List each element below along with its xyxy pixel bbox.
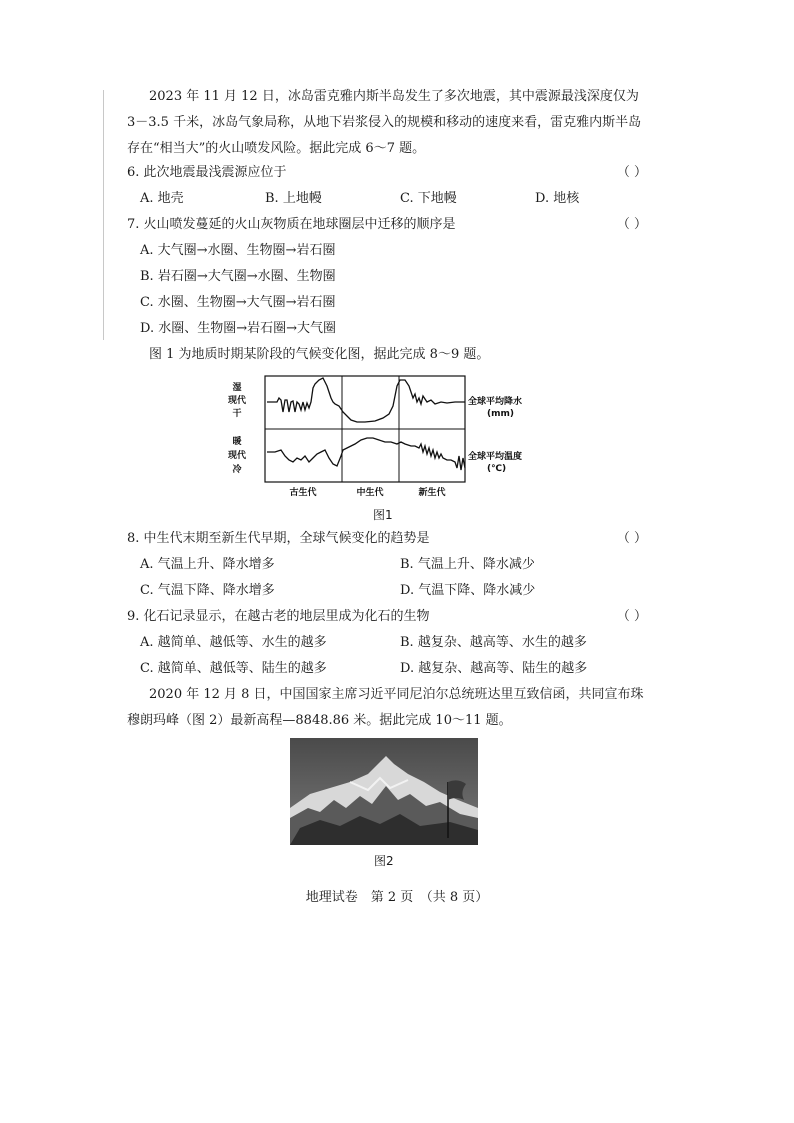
label-modern-top: 现代 (227, 396, 247, 406)
option-b: B. 越复杂、越高等、水生的越多 (400, 635, 587, 650)
question-8-stem: 8. 中生代末期至新生代早期，全球气候变化的趋势是 (127, 531, 430, 546)
option-b: B. 岩石圈→大气圈→水圈、生物圈 (140, 269, 336, 284)
era-cenozoic: 新生代 (418, 488, 446, 498)
label-precipitation-unit: (mm) (487, 409, 514, 419)
option-b: B. 上地幔 (265, 191, 322, 206)
precipitation-curve (267, 378, 465, 422)
answer-bracket: （ ） (616, 531, 647, 546)
question-9 (127, 604, 647, 630)
option-c: C. 下地幔 (400, 191, 457, 206)
option-a: A. 地壳 (140, 191, 184, 206)
option-b: B. 气温上升、降水减少 (400, 557, 535, 572)
question-7-stem: 7. 火山喷发蔓延的火山灰物质在地球圈层中迁移的顺序是 (127, 217, 456, 232)
option-d: D. 水圈、生物圈→岩石圈→大气圈 (140, 321, 337, 336)
option-a: A. 大气圈→水圈、生物圈→岩石圈 (140, 243, 336, 258)
option-c: C. 水圈、生物圈→大气圈→岩石圈 (140, 295, 336, 310)
question-7 (127, 212, 647, 238)
figure-1-caption: 图1 (373, 508, 393, 522)
intro-paragraph-8-9: 图 1 为地质时期某阶段的气候变化图，据此完成 8～9 题。 (149, 347, 490, 362)
label-warm: 暖 (232, 437, 242, 447)
option-a: A. 越简单、越低等、水生的越多 (140, 635, 327, 650)
label-modern-bottom: 现代 (227, 451, 247, 461)
page-footer: 地理试卷 第 2 页 （共 8 页） (305, 890, 489, 905)
option-a: A. 气温上升、降水增多 (140, 557, 275, 572)
option-d: D. 越复杂、越高等、陆生的越多 (400, 661, 588, 676)
question-9-options-row-2 (140, 656, 640, 682)
temperature-curve (267, 438, 465, 470)
figure-1-climate-chart (215, 372, 545, 500)
option-d: D. 地核 (535, 191, 580, 206)
question-8 (127, 526, 647, 552)
question-6-stem: 6. 此次地震最浅震源应位于 (127, 165, 287, 180)
label-wet: 湿 (232, 383, 242, 393)
answer-bracket: （ ） (616, 165, 647, 180)
question-9-stem: 9. 化石记录显示，在越古老的地层里成为化石的生物 (127, 609, 430, 624)
option-d: D. 气温下降、降水减少 (400, 583, 536, 598)
option-c: C. 越简单、越低等、陆生的越多 (140, 661, 327, 676)
label-dry: 干 (232, 409, 242, 419)
intro-paragraph-10-11: 2020 年 12 月 8 日，中国国家主席习近平同尼泊尔总统班达里互致信函，共同宣布珠穆朗玛峰（图 2）最新高程—8848.86 米。据此完成 10～11 题。 (127, 687, 644, 728)
margin-line (103, 90, 104, 340)
intro-paragraph-6-7: 2023 年 11 月 12 日，冰岛雷克雅内斯半岛发生了多次地震，其中震源最浅深度仅为 3－3.5 千米，冰岛气象局称，从地下岩浆侵入的规模和移动的速度来看，雷克雅内斯半岛存在“相当大”的火山喷发风险。据此完成 6～7 题。 (127, 89, 642, 156)
label-temperature-unit: (℃) (487, 464, 507, 474)
figure-2-caption: 图2 (374, 854, 394, 868)
answer-bracket: （ ） (616, 217, 647, 232)
question-8-options-row-2 (140, 578, 640, 604)
option-c: C. 气温下降、降水增多 (140, 583, 275, 598)
era-mesozoic: 中生代 (356, 488, 384, 498)
question-8-options-row-1 (140, 552, 640, 578)
question-6-options (140, 186, 640, 212)
question-9-options-row-1 (140, 630, 640, 656)
era-paleozoic: 古生代 (289, 488, 317, 498)
label-temperature: 全球平均温度 (468, 452, 523, 462)
label-cold: 冷 (232, 465, 242, 475)
label-precipitation: 全球平均降水 (468, 397, 523, 407)
answer-bracket: （ ） (616, 609, 647, 624)
question-6 (127, 160, 647, 186)
figure-2-everest-photo (290, 738, 478, 845)
